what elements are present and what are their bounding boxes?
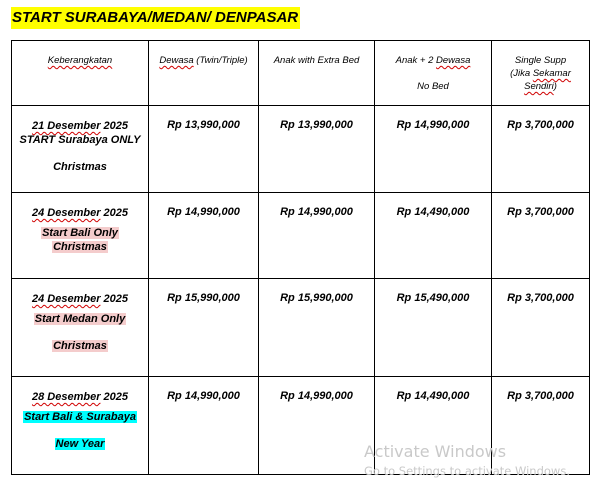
price-single-supp: Rp 3,700,000 [492,279,590,377]
departure-cell [12,377,149,475]
header-child-no-bed-line2: No Bed [417,81,449,92]
header-adult-word: Dewasa [159,55,194,66]
departure-cell [12,106,149,193]
header-child-no-bed-word: Dewasa [436,55,471,66]
departure-cell [12,279,149,377]
price-single-supp: Rp 3,700,000 [492,193,590,279]
watermark-title: Activate Windows [364,442,507,461]
header-single-line3-suffix: ) [553,81,557,92]
departure-year: 2025 [100,293,129,305]
table-row [12,377,590,475]
price-child-no-bed: Rp 14,990,000 [375,106,492,193]
header-row [12,41,590,106]
table-row [12,106,590,193]
price-adult: Rp 14,990,000 [149,377,259,475]
header-single-line2-prefix: (Jika [510,68,533,79]
header-adult [149,41,259,106]
header-departure-label: Keberangkatan [47,55,113,66]
departure-note: Start Bali & Surabaya [24,411,136,423]
departure-date: 21 Desember [31,120,101,132]
departure-tag: Christmas [53,161,107,173]
price-single-supp: Rp 3,700,000 [492,106,590,193]
departure-tag: New Year [55,438,105,450]
page-title: START SURABAYA/MEDAN/ DENPASAR [11,7,300,29]
departure-year: 2025 [100,207,129,219]
price-adult: Rp 14,990,000 [149,193,259,279]
header-child-extra-bed-label: Anak with Extra Bed [273,55,360,66]
header-departure [12,41,149,106]
table-row [12,279,590,377]
price-child-extra-bed: Rp 13,990,000 [259,106,375,193]
departure-date: 24 Desember [31,293,101,305]
header-single-line1: Single Supp [514,55,567,66]
price-child-no-bed: Rp 14,490,000 [375,193,492,279]
header-child-no-bed-prefix: Anak + 2 [395,55,437,66]
watermark-subtitle: Go to Settings to activate Windows. [364,464,570,478]
departure-year: 2025 [100,120,129,132]
departure-cell [12,193,149,279]
price-child-no-bed: Rp 14,490,000 [375,377,492,475]
price-child-extra-bed: Rp 14,990,000 [259,377,375,475]
header-child-no-bed [375,41,492,106]
departure-note: Start Medan Only [34,313,126,325]
price-adult: Rp 13,990,000 [149,106,259,193]
price-single-supp: Rp 3,700,000 [492,377,590,475]
header-adult-suffix: (Twin/Triple) [193,55,248,66]
departure-note: Start Bali Only [42,227,118,239]
header-single-line3-word: Sendiri [524,81,554,92]
departure-tag: Christmas [53,241,107,253]
departure-note: START Surabaya ONLY [19,134,141,146]
departure-date: 24 Desember [31,207,101,219]
header-single-supp [492,41,590,106]
header-single-line2-word: Sekamar [532,68,571,79]
price-child-extra-bed: Rp 14,990,000 [259,193,375,279]
departure-tag: Christmas [53,340,107,352]
departure-date: 28 Desember [31,391,101,403]
price-child-no-bed: Rp 15,490,000 [375,279,492,377]
fare-table [11,40,590,475]
table-row [12,193,590,279]
departure-year: 2025 [100,391,129,403]
price-adult: Rp 15,990,000 [149,279,259,377]
price-child-extra-bed: Rp 15,990,000 [259,279,375,377]
header-child-extra-bed [259,41,375,106]
